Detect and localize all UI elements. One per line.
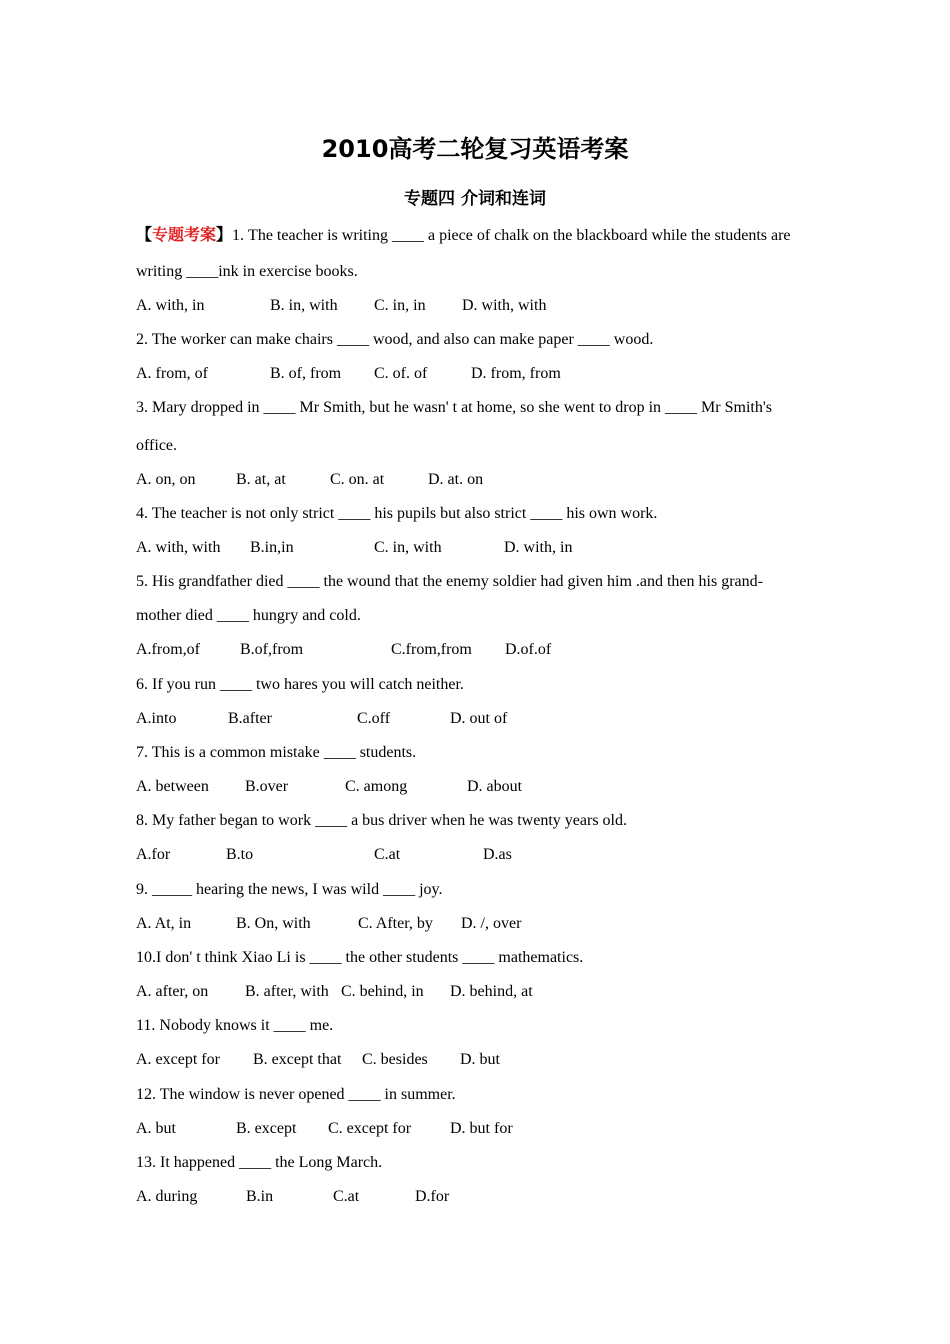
question-1-line-1 (136, 225, 791, 246)
question-2: 2. The worker can make chairs ____ wood, and also can make paper ____ wood. (136, 331, 654, 348)
option-d: D. with, in (504, 539, 573, 556)
option-d: D.as (483, 846, 512, 863)
page-subtitle: 专题四 介词和连词 (404, 189, 546, 209)
question-12: 12. The window is never opened ____ in summer. (136, 1086, 456, 1103)
option-b: B.to (226, 846, 254, 863)
question-5-line-2: mother died ____ hungry and cold. (136, 607, 361, 624)
option-d: D. out of (450, 710, 508, 727)
option-d: D. at. on (428, 471, 484, 488)
option-b: B.after (228, 710, 272, 727)
option-a: A. during (136, 1188, 198, 1205)
option-a: A. with, with (136, 539, 221, 556)
option-d: D. from, from (471, 365, 561, 382)
question-3-line-1: 3. Mary dropped in ____ Mr Smith, but he wasn' t at home, so she went to drop in ____ Mr Smith's (136, 399, 772, 416)
option-c: C.at (374, 846, 401, 863)
option-a: A. between (136, 778, 209, 795)
page-title: 2010高考二轮复习英语考案 (321, 135, 629, 163)
option-d: D. but (460, 1051, 500, 1068)
option-b: B. at, at (236, 471, 286, 488)
option-b: B.of,from (240, 641, 304, 658)
option-c: C. in, with (374, 539, 442, 556)
question-3-line-2: office. (136, 437, 178, 454)
question-6: 6. If you run ____ two hares you will catch neither. (136, 676, 464, 693)
option-c: C. except for (328, 1120, 412, 1137)
option-a: A.for (136, 846, 171, 863)
option-c: C. on. at (330, 471, 385, 488)
option-d: D. but for (450, 1120, 513, 1137)
option-d: D. about (467, 778, 523, 795)
option-c: C. in, in (374, 297, 426, 314)
option-b: B.in (246, 1188, 274, 1205)
option-d: D.of.of (505, 641, 552, 658)
option-d: D. behind, at (450, 983, 533, 1000)
option-c: C.from,from (391, 641, 472, 658)
bracket-open: 【 (136, 225, 153, 244)
question-9: 9. _____ hearing the news, I was wild ____ joy. (136, 881, 443, 898)
option-a: A. on, on (136, 471, 196, 488)
option-a: A. after, on (136, 983, 209, 1000)
option-b: B. except (236, 1120, 297, 1137)
question-5-line-1: 5. His grandfather died ____ the wound that the enemy soldier had given him .and then his grand- (136, 573, 763, 590)
section-tag: 专题考案 (152, 225, 217, 244)
option-c: C. of. of (374, 365, 428, 382)
option-d: D. /, over (461, 915, 522, 932)
question-4: 4. The teacher is not only strict ____ his pupils but also strict ____ his own work. (136, 505, 658, 522)
question-1-line-2: writing ____ink in exercise books. (136, 263, 358, 280)
option-c: C.at (333, 1188, 360, 1205)
question-10: 10.I don' t think Xiao Li is ____ the other students ____ mathematics. (136, 949, 584, 966)
option-b: B. On, with (236, 915, 311, 932)
question-8: 8. My father began to work ____ a bus driver when he was twenty years old. (136, 812, 627, 829)
question-7: 7. This is a common mistake ____ students. (136, 744, 417, 761)
option-c: C. besides (362, 1051, 428, 1068)
option-a: A.into (136, 710, 177, 727)
question-11: 11. Nobody knows it ____ me. (136, 1017, 334, 1034)
option-a: A. but (136, 1120, 176, 1137)
question-13: 13. It happened ____ the Long March. (136, 1154, 383, 1171)
option-b: B.over (245, 778, 289, 795)
option-a: A. At, in (136, 915, 192, 932)
option-c: C. behind, in (341, 983, 424, 1000)
option-a: A. from, of (136, 365, 208, 382)
option-c: C. After, by (358, 915, 433, 932)
option-c: C. among (345, 778, 408, 795)
option-a: A. except for (136, 1051, 220, 1068)
option-d: D.for (415, 1188, 450, 1205)
question-1-text: 1. The teacher is writing ____ a piece of chalk on the blackboard while the students are (232, 227, 791, 244)
option-a: A.from,of (136, 641, 200, 658)
option-b: B. after, with (245, 983, 329, 1000)
option-c: C.off (357, 710, 391, 727)
option-a: A. with, in (136, 297, 205, 314)
option-b: B. of, from (270, 365, 342, 382)
option-b: B.in,in (250, 539, 294, 556)
option-b: B. in, with (270, 297, 338, 314)
option-d: D. with, with (462, 297, 547, 314)
bracket-close: 】 (216, 225, 233, 244)
option-b: B. except that (253, 1051, 342, 1068)
